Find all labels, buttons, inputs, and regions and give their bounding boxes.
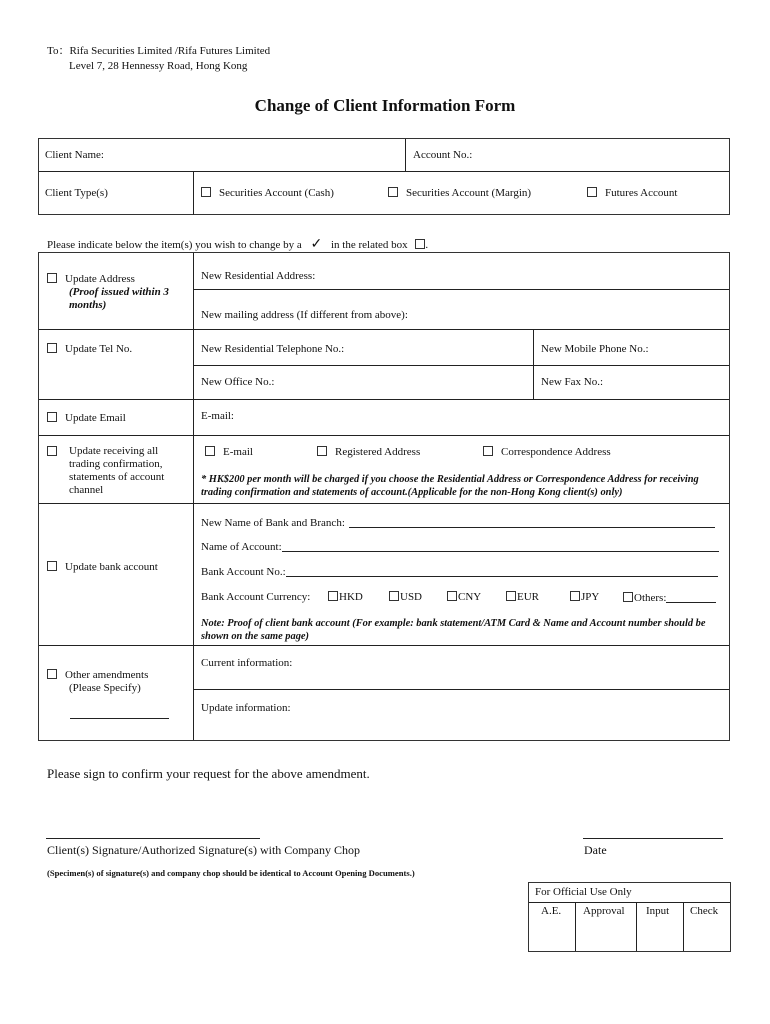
instruction-text: Please indicate below the item(s) you wish to change by a — [47, 239, 302, 251]
checkbox[interactable] — [317, 446, 327, 456]
address-proof-note: (Proof issued within 3 months) — [69, 286, 169, 311]
currency-eur[interactable] — [506, 591, 539, 603]
type-cash[interactable] — [201, 187, 334, 199]
checkbox[interactable] — [447, 591, 457, 601]
charge-note: * HK$200 per month will be charged if you choose the Residential Address or Correspondence Address for receiving trading confirmation and statements of account.(Applicable for the non-Hong Kong client(s) only) — [201, 474, 699, 498]
to-label: To： — [47, 45, 70, 57]
currency-cny-label: CNY — [458, 591, 482, 603]
currency-usd[interactable] — [389, 591, 422, 603]
currency-cny[interactable] — [447, 591, 481, 603]
checkbox-example-icon — [415, 239, 425, 249]
account-no-label: Account No.: — [413, 149, 473, 161]
new-mailing-address-field[interactable]: New mailing address (If different from above): — [201, 309, 408, 321]
specify-input-line[interactable] — [70, 718, 169, 719]
checkbox[interactable] — [587, 187, 597, 197]
checkbox[interactable] — [205, 446, 215, 456]
instruction-text-2: in the related box — [331, 239, 408, 251]
signature-line[interactable] — [46, 838, 260, 839]
update-tel-label: Update Tel No. — [65, 343, 133, 355]
official-use-title: For Official Use Only — [535, 886, 632, 898]
checkbox[interactable] — [47, 412, 57, 422]
instruction-end: . — [425, 239, 429, 251]
currency-jpy-label: JPY — [581, 591, 600, 603]
new-residential-address-field[interactable]: New Residential Address: — [201, 270, 316, 282]
update-address-label: Update Address — [65, 273, 135, 285]
checkbox[interactable] — [506, 591, 516, 601]
update-channel-item[interactable] — [47, 445, 191, 497]
currency-others-label: Others: — [634, 592, 667, 604]
bank-proof-note: Note: Proof of client bank account (For example: bank statement/ATM Card & Name and Account number should be shown on the same page) — [201, 618, 706, 642]
checkbox[interactable] — [483, 446, 493, 456]
type-cash-label: Securities Account (Cash) — [219, 187, 334, 199]
currency-label: Bank Account Currency: — [201, 591, 311, 603]
client-type-label: Client Type(s) — [45, 187, 108, 199]
client-name-label: Client Name: — [45, 149, 104, 161]
channel-correspondence[interactable] — [483, 446, 611, 458]
update-tel-item[interactable] — [47, 343, 132, 355]
checkbox[interactable] — [47, 561, 57, 571]
instruction — [47, 236, 428, 253]
update-email-item[interactable] — [47, 412, 126, 424]
checkbox[interactable] — [47, 669, 57, 679]
type-futures[interactable] — [587, 187, 677, 199]
currency-others[interactable] — [623, 591, 716, 604]
col-ae: A.E. — [541, 905, 562, 917]
currency-eur-label: EUR — [517, 591, 539, 603]
account-name-label: Name of Account: — [201, 541, 282, 553]
current-info-field[interactable]: Current information: — [201, 657, 293, 669]
please-specify-label: (Please Specify) — [69, 682, 141, 694]
bank-name-row[interactable] — [201, 516, 725, 529]
account-no-row[interactable] — [201, 565, 725, 578]
address-block — [47, 44, 270, 74]
currency-hkd[interactable] — [328, 591, 363, 603]
update-channel-label: Update receiving all trading confirmation, statements of account channel — [69, 445, 165, 496]
currency-jpy[interactable] — [570, 591, 599, 603]
currency-hkd-label: HKD — [339, 591, 363, 603]
col-approval: Approval — [583, 905, 625, 917]
checkbox[interactable] — [201, 187, 211, 197]
col-check: Check — [690, 905, 719, 917]
account-name-row[interactable] — [201, 540, 725, 553]
signature-label: Client(s) Signature/Authorized Signature(s) with Company Chop — [47, 843, 360, 857]
checkbox[interactable] — [570, 591, 580, 601]
bank-name-input[interactable] — [349, 516, 715, 528]
checkbox[interactable] — [388, 187, 398, 197]
official-use-box — [528, 882, 731, 952]
update-table — [38, 252, 730, 741]
channel-registered[interactable] — [317, 446, 420, 458]
channel-email[interactable] — [205, 446, 253, 458]
currency-usd-label: USD — [400, 591, 423, 603]
client-info-box — [38, 138, 730, 215]
currency-others-input[interactable] — [666, 591, 716, 603]
checkbox[interactable] — [47, 343, 57, 353]
col-input: Input — [646, 905, 670, 917]
other-amendments-item[interactable] — [47, 669, 191, 695]
email-field[interactable]: E-mail: — [201, 410, 234, 422]
date-label: Date — [584, 843, 607, 857]
sign-prompt: Please sign to confirm your request for the above amendment. — [47, 766, 370, 781]
bank-name-label: New Name of Bank and Branch: — [201, 517, 345, 529]
account-name-input[interactable] — [282, 540, 719, 552]
update-address-item[interactable] — [47, 273, 187, 312]
new-fax-field[interactable]: New Fax No.: — [541, 376, 604, 388]
checkmark-icon: ✓ — [310, 237, 323, 252]
channel-email-label: E-mail — [223, 446, 253, 458]
channel-correspondence-label: Correspondence Address — [501, 446, 611, 458]
new-mobile-field[interactable]: New Mobile Phone No.: — [541, 343, 649, 355]
update-bank-item[interactable] — [47, 561, 158, 573]
checkbox[interactable] — [47, 273, 57, 283]
specimen-note: (Specimen(s) of signature(s) and company chop should be identical to Account Opening Documents.) — [47, 868, 415, 878]
channel-registered-label: Registered Address — [335, 446, 421, 458]
bank-account-no-label: Bank Account No.: — [201, 566, 286, 578]
checkbox[interactable] — [623, 592, 633, 602]
other-amendments-label: Other amendments — [65, 669, 149, 681]
new-residential-tel-field[interactable]: New Residential Telephone No.: — [201, 343, 345, 355]
type-margin-label: Securities Account (Margin) — [406, 187, 532, 199]
type-margin[interactable] — [388, 187, 531, 199]
page-title: Change of Client Information Form — [254, 96, 516, 115]
update-bank-label: Update bank account — [65, 561, 158, 573]
date-line[interactable] — [583, 838, 723, 839]
update-info-field[interactable]: Update information: — [201, 702, 291, 714]
new-office-field[interactable]: New Office No.: — [201, 376, 275, 388]
bank-account-no-input[interactable] — [286, 565, 718, 577]
recipient: Rifa Securities Limited /Rifa Futures Limited — [69, 45, 271, 57]
type-futures-label: Futures Account — [605, 187, 678, 199]
checkbox[interactable] — [389, 591, 399, 601]
checkbox[interactable] — [47, 446, 57, 456]
update-email-label: Update Email — [65, 412, 126, 424]
recipient-address: Level 7, 28 Hennessy Road, Hong Kong — [69, 60, 248, 72]
checkbox[interactable] — [328, 591, 338, 601]
